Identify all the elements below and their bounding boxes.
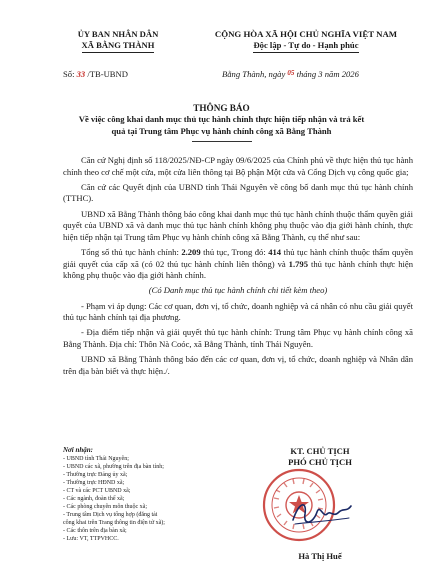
document-number <box>63 69 128 79</box>
recipient-item: - Lưu: VT, TTPVHCC. <box>63 536 119 542</box>
number-prefix: Số: <box>63 69 75 79</box>
recipients-label: Nơi nhận: <box>63 446 94 454</box>
paragraph-attachment-note: (Có Danh mục thủ tục hành chính chi tiết kèm theo) <box>148 285 328 296</box>
date-prefix: Bằng Thành, ngày <box>222 69 286 79</box>
handwritten-signature-icon <box>287 494 357 534</box>
authority-line-1: ỦY BAN NHÂN DÂN <box>77 29 159 39</box>
paragraph-scope: - Phạm vi áp dụng: Các cơ quan, đơn vị, tổ chức, doanh nghiệp và cá nhân có nhu cầu giải quyết thủ tục hành chính tại địa phương. <box>63 300 413 323</box>
number-value: 33 <box>76 69 86 79</box>
paragraph-closing: UBND xã Bằng Thành thông báo đến các cơ quan, đơn vị, tổ chức, doanh nghiệp và Nhân dân trên địa bàn biết và thực hiện./. <box>63 354 413 376</box>
number-code: /TB-UBND <box>87 69 128 79</box>
authority-line-2: XÃ BẰNG THÀNH <box>82 40 155 53</box>
paragraph-legal-basis-2: Căn cứ các Quyết định của UBND tỉnh Thái Nguyên về công bố danh mục thủ tục hành chính (TTHC). <box>63 181 413 204</box>
total-count: 2.209 <box>181 246 201 257</box>
recipients-list <box>63 455 203 543</box>
recipient-item: - Các ngành, đoàn thể xã; <box>63 496 125 502</box>
paragraph-location: - Địa điểm tiếp nhận và giải quyết thủ tục hành chính: Trung tâm Phục vụ hành chính công xã Bằng Thành. Địa chỉ: Thôn Nà Coóc, xã Bằng Thành, tỉnh Thái Nguyên. <box>63 327 413 349</box>
totals-text-a: Tổng số thủ tục hành chính: <box>81 246 182 257</box>
commune-count: 414 <box>268 246 282 257</box>
recipient-item: - Thường trực Đảng ủy xã; <box>63 472 128 478</box>
paragraph-legal-basis-1: Căn cứ Nghị định số 118/2025/NĐ-CP ngày 09/6/2025 của Chính phủ về thực hiện thủ tục hành chính theo cơ chế một cửa, một cửa liên thông tại Bộ phận Một cửa và Cổng Dịch vụ công quốc gia; <box>63 155 413 177</box>
recipient-item: - UBND các xã, phường trên địa bàn tỉnh; <box>63 464 164 470</box>
place-and-date <box>222 69 359 79</box>
signature-authority: KT. CHỦ TỊCH <box>290 446 350 456</box>
signature-block <box>240 446 400 468</box>
recipient-item: công khai trên Trang thông tin điện tử xã); <box>63 520 165 526</box>
recipient-item: - UBND tỉnh Thái Nguyên; <box>63 456 129 462</box>
totals-text-d: thủ tục hành chính thực hiện không phụ thuộc vào địa giới hành chính. <box>63 258 413 281</box>
document-title <box>30 102 413 137</box>
signature-title: PHÓ CHỦ TỊCH <box>288 457 352 467</box>
recipient-item: - Các phòng chuyên môn thuộc xã; <box>63 504 147 510</box>
issuing-authority <box>48 29 188 53</box>
date-month-year: tháng 3 năm 2026 <box>296 69 359 79</box>
national-header <box>196 29 416 53</box>
totals-text-b: thủ tục, Trong đó: <box>200 246 269 257</box>
recipient-item: - CT và các PCT UBND xã; <box>63 488 131 494</box>
date-day: 05 <box>287 69 295 77</box>
totals-text-c: thủ tục hành chính thuộc thẩm quyền giải quyết của cấp xã (có 02 thủ tục hành chính liên thông) và <box>63 246 413 269</box>
signer-name: Hà Thị Huế <box>298 551 342 561</box>
recipient-item: - Các thôn trên địa bàn xã; <box>63 528 127 534</box>
title-subject-line-2: quả tại Trung tâm Phục vụ hành chính công xã Bằng Thành <box>111 125 332 136</box>
other-count: 1.795 <box>288 258 308 269</box>
recipient-item: - Thường trực HĐND xã; <box>63 480 125 486</box>
paragraph-totals <box>63 247 413 282</box>
title-type: THÔNG BÁO <box>193 103 250 113</box>
title-subject-line-1: Về việc công khai danh mục thủ tục hành chính thực hiện tiếp nhận và trả kết <box>78 114 365 124</box>
document-body <box>63 155 413 381</box>
paragraph-announcement: UBND xã Bằng Thành thông báo công khai danh mục thủ tục hành chính thuộc thẩm quyền giải quyết của UBND xã và danh mục thủ tục hành chính không phụ thuộc vào địa giới hành chính, thực hiện tiếp nhận tại Trung tâm Phục vụ hành chính công xã Bằng Thành, cụ thể như sau: <box>63 208 413 242</box>
country-name: CỘNG HÒA XÃ HỘI CHỦ NGHĨA VIỆT NAM <box>214 29 398 39</box>
recipients-block <box>63 446 203 543</box>
national-motto: Độc lập - Tự do - Hạnh phúc <box>253 40 358 53</box>
recipient-item: - Trung tâm Dịch vụ tổng hợp (đăng tải <box>63 512 158 518</box>
title-underline <box>192 141 252 142</box>
